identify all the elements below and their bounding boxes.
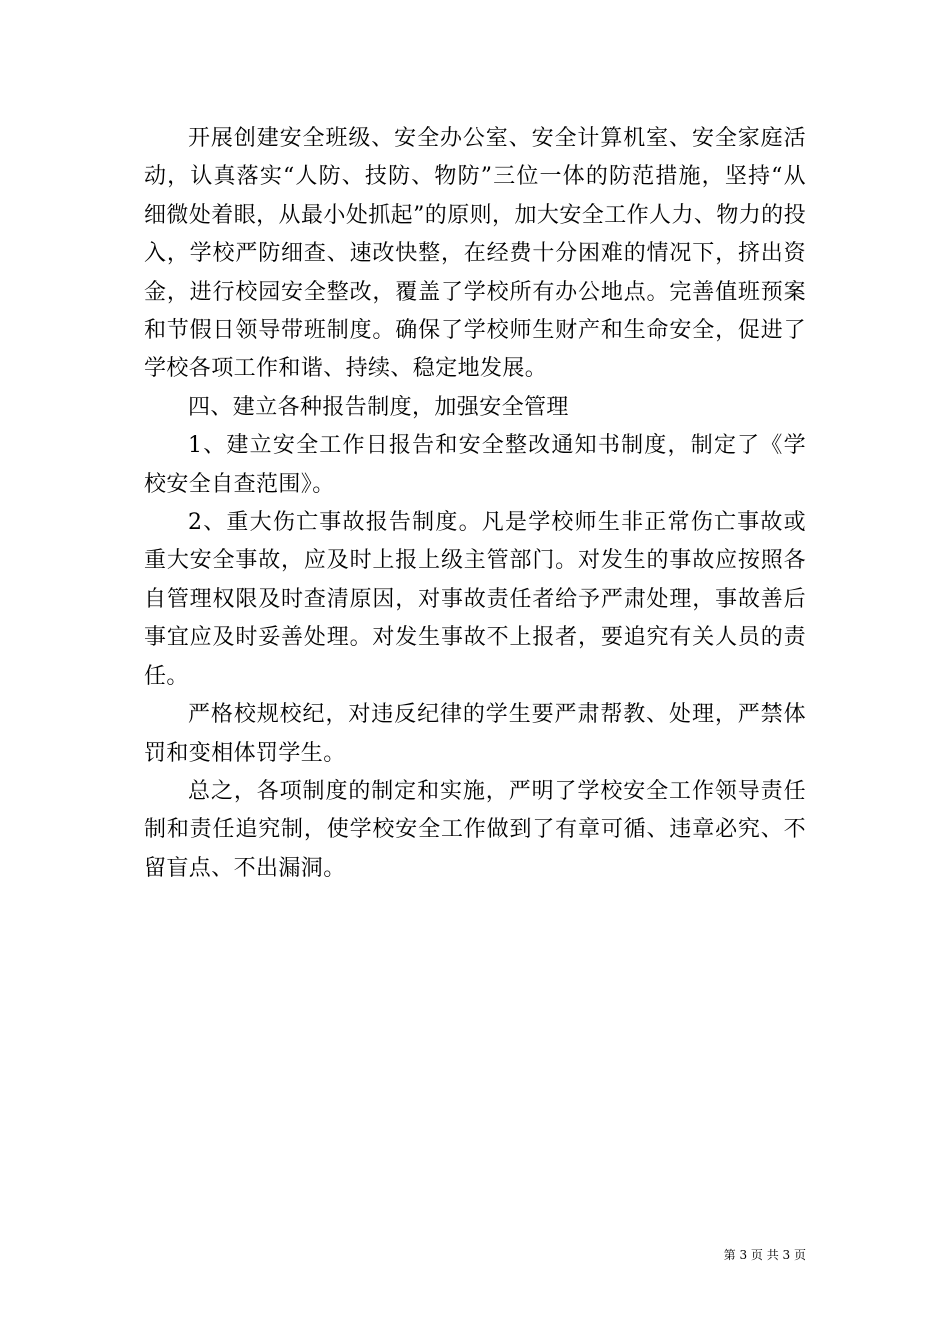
paragraph-school-discipline: 严格校规校纪，对违反纪律的学生要严肃帮教、处理，严禁体罚和变相体罚学生。 — [144, 702, 806, 766]
paragraph-daily-report: 1、建立安全工作日报告和安全整改通知书制度，制定了《学校安全自查范围》。 — [144, 433, 806, 497]
section-heading-reporting-system: 四、建立各种报告制度，加强安全管理 — [188, 394, 569, 420]
document-body — [144, 120, 806, 888]
paragraph-conclusion: 总之，各项制度的制定和实施，严明了学校安全工作领导责任制和责任追究制，使学校安全工作做到了有章可循、违章必究、不留盲点、不出漏洞。 — [144, 778, 806, 881]
page-number: 第 3 页 共 3 页 — [723, 1248, 806, 1262]
paragraph-accident-report: 2、重大伤亡事故报告制度。凡是学校师生非正常伤亡事故或重大安全事故，应及时上报上级主管部门。对发生的事故应按照各自管理权限及时查清原因，对事故责任者给予严肃处理，事故善后事宜应及时妥善处理。对发生事故不上报者，要追究有关人员的责任。 — [144, 510, 806, 689]
paragraph-campus-safety-activities: 开展创建安全班级、安全办公室、安全计算机室、安全家庭活动，认真落实“人防、技防、物防”三位一体的防范措施，坚持“从细微处着眼，从最小处抓起”的原则，加大安全工作人力、物力的投入，学校严防细查、速改快整，在经费十分困难的情况下，挤出资金，进行校园安全整改，覆盖了学校所有办公地点。完善值班预案和节假日领导带班制度。确保了学校师生财产和生命安全，促进了学校各项工作和谐、持续、稳定地发展。 — [144, 126, 806, 382]
